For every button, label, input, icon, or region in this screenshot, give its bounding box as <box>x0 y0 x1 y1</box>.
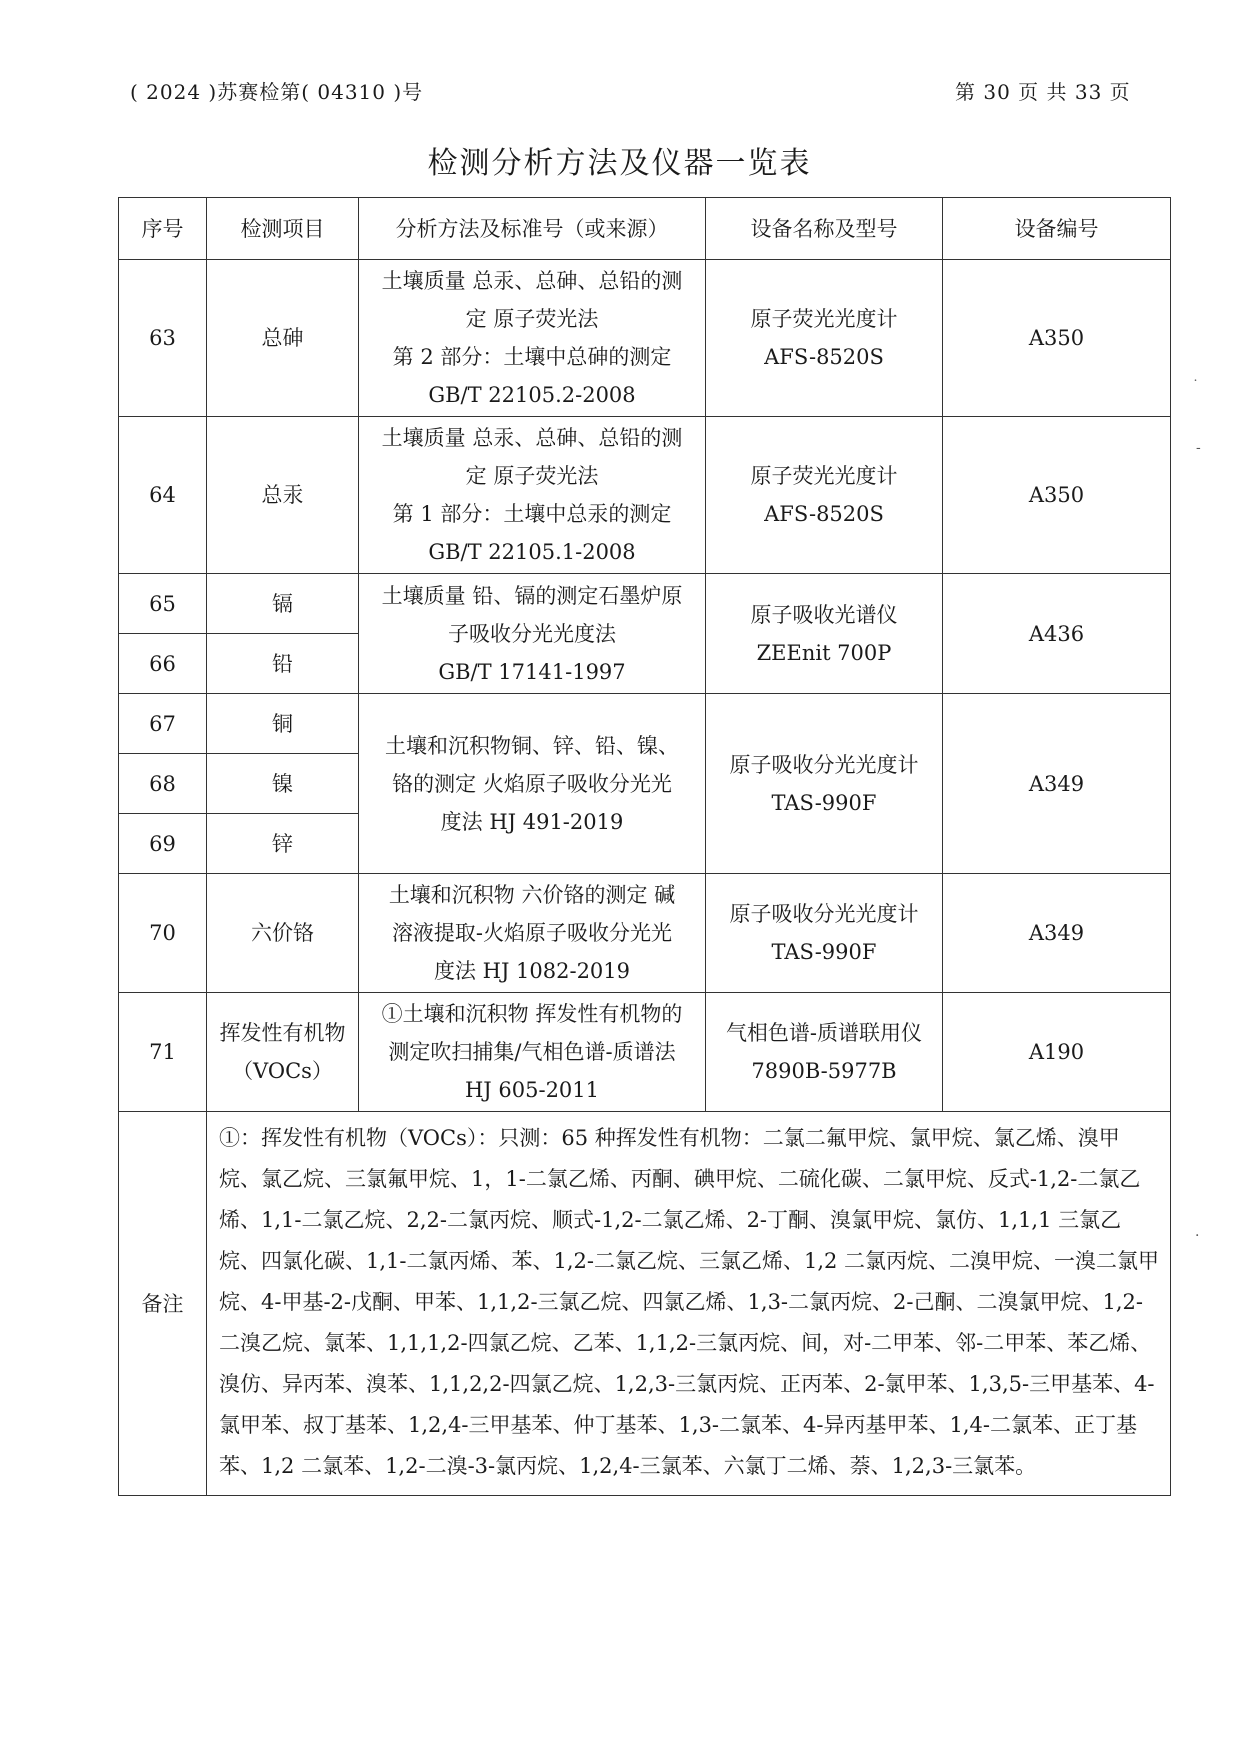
cell-no: 63 <box>119 260 207 417</box>
cell-no: 71 <box>119 993 207 1112</box>
cell-method-line: 第 2 部分：土壤中总砷的测定 <box>392 345 672 369</box>
cell-no: 69 <box>119 814 207 874</box>
cell-equipment-line: TAS-990F <box>771 790 877 815</box>
cell-item-line: 镉 <box>272 591 293 616</box>
scan-mark: ˙ <box>1192 378 1199 394</box>
table-row <box>119 260 1171 417</box>
remark-label: 备注 <box>119 1112 207 1496</box>
table-row <box>119 993 1171 1112</box>
cell-item <box>207 694 359 754</box>
cell-equipment-id: A349 <box>943 874 1171 993</box>
cell-no: 64 <box>119 417 207 574</box>
cell-item <box>207 260 359 417</box>
cell-method-line: 土壤和沉积物铜、锌、铅、镍、 <box>385 733 679 758</box>
cell-equipment <box>706 417 943 574</box>
cell-method-line: 度法 HJ 1082-2019 <box>433 959 631 983</box>
header-cell-no: 序号 <box>119 198 207 260</box>
cell-equipment-line: 7890B-5977B <box>751 1059 897 1083</box>
cell-method-line: 溶液提取-火焰原子吸收分光光 <box>391 921 673 945</box>
table-row <box>119 694 1171 754</box>
table-row <box>119 417 1171 574</box>
document-title: 检测分析方法及仪器一览表 <box>427 146 812 181</box>
cell-equipment-line: 原子吸收光谱仪 <box>750 602 898 627</box>
cell-equipment-line: 原子荧光光度计 <box>750 464 898 488</box>
cell-equipment-line: 气相色谱-质谱联用仪 <box>725 1021 923 1045</box>
cell-method-line: GB/T 17141-1997 <box>438 659 626 684</box>
cell-item-line: 铅 <box>272 651 293 676</box>
cell-method-line: GB/T 22105.2-2008 <box>428 383 636 407</box>
cell-equipment-line: AFS-8520S <box>764 502 884 526</box>
cell-method-line: 定 原子荧光法 <box>465 307 599 331</box>
cell-item-line: 挥发性有机物 <box>219 1021 346 1045</box>
table-row <box>119 574 1171 634</box>
cell-equipment-id: A350 <box>943 417 1171 574</box>
page-info: 第 30 页 共 33 页 <box>955 80 1131 104</box>
cell-equipment <box>706 574 943 694</box>
cell-method-line: GB/T 22105.1-2008 <box>428 540 636 564</box>
scan-mark: - <box>1196 440 1201 456</box>
scan-mark: · <box>1195 1228 1200 1244</box>
cell-no: 66 <box>119 634 207 694</box>
cell-method-line: 铬的测定 火焰原子吸收分光光 <box>392 771 672 796</box>
cell-method-line: HJ 605-2011 <box>464 1078 600 1102</box>
cell-method-line: 子吸收分光光度法 <box>448 621 616 646</box>
header-cell-equipment-id: 设备编号 <box>943 198 1171 260</box>
header-cell-method: 分析方法及标准号（或来源） <box>359 198 706 260</box>
table-header-row <box>119 198 1171 260</box>
cell-method-line: 土壤质量 总汞、总砷、总铅的测 <box>381 426 683 450</box>
cell-method-line: 土壤和沉积物 六价铬的测定 碱 <box>388 883 676 907</box>
cell-equipment <box>706 694 943 874</box>
cell-method <box>359 694 706 874</box>
cell-equipment-id: A350 <box>943 260 1171 417</box>
cell-no: 67 <box>119 694 207 754</box>
cell-method-line: 土壤质量 铅、镉的测定石墨炉原 <box>381 583 683 608</box>
cell-item-line: 锌 <box>272 831 293 856</box>
cell-equipment-line: 原子吸收分光光度计 <box>729 752 919 777</box>
cell-item-line: 总砷 <box>261 326 304 350</box>
cell-item <box>207 574 359 634</box>
cell-method-line: 土壤质量 总汞、总砷、总铅的测 <box>381 269 683 293</box>
cell-no: 70 <box>119 874 207 993</box>
cell-equipment-line: 原子吸收分光光度计 <box>729 902 919 926</box>
remark-row <box>119 1112 1171 1496</box>
cell-item-line: 总汞 <box>261 483 304 507</box>
cell-method <box>359 874 706 993</box>
cell-equipment-line: AFS-8520S <box>764 345 884 369</box>
cell-equipment <box>706 993 943 1112</box>
cell-item-line: 铜 <box>272 711 293 736</box>
cell-equipment-id: A436 <box>943 574 1171 694</box>
cell-item <box>207 993 359 1112</box>
cell-method <box>359 260 706 417</box>
cell-equipment <box>706 260 943 417</box>
cell-item <box>207 417 359 574</box>
cell-item-line: 六价铬 <box>251 921 314 945</box>
cell-method-line: 定 原子荧光法 <box>465 464 599 488</box>
cell-equipment-line: TAS-990F <box>771 940 877 964</box>
methods-instruments-table <box>118 197 1171 1496</box>
header-cell-item: 检测项目 <box>207 198 359 260</box>
cell-item-line: 镍 <box>272 771 293 796</box>
cell-equipment <box>706 874 943 993</box>
cell-equipment-line: 原子荧光光度计 <box>750 307 898 331</box>
cell-method <box>359 993 706 1112</box>
table-row <box>119 874 1171 993</box>
cell-method-line: ①土壤和沉积物 挥发性有机物的 <box>381 1002 683 1026</box>
cell-method-line: 测定吹扫捕集/气相色谱-质谱法 <box>388 1040 676 1064</box>
cell-equipment-line: ZEEnit 700P <box>756 640 892 665</box>
cell-no: 68 <box>119 754 207 814</box>
cell-item-line: （VOCs） <box>232 1059 333 1083</box>
remark-text: ①：挥发性有机物（VOCs）：只测：65 种挥发性有机物：二氯二氟甲烷、氯甲烷、氯乙烯、溴甲烷、氯乙烷、三氯氟甲烷、1，1-二氯乙烯、丙酮、碘甲烷、二硫化碳、二氯甲烷、反式-1,2-二氯乙烯、1,1-二氯乙烷、2,2-二氯丙烷、顺式-1,2-二氯乙烯、2-丁酮、溴氯甲烷、氯仿、1,1,1 三氯乙烷、四氯化碳、1,1-二氯丙烯、苯、1,2-二氯乙烷、三氯乙烯、1,2 二氯丙烷、二溴甲烷、一溴二氯甲烷、4-甲基-2-戊酮、甲苯、1,1,2-三氯乙烷、四氯乙烯、1,3-二氯丙烷、2-己酮、二溴氯甲烷、1,2-二溴乙烷、氯苯、1,1,1,2-四氯乙烷、乙苯、1,1,2-三氯丙烷、间，对-二甲苯、邻-二甲苯、苯乙烯、溴仿、异丙苯、溴苯、1,1,2,2-四氯乙烷、1,2,3-三氯丙烷、正丙苯、2-氯甲苯、1,3,5-三甲基苯、4-氯甲苯、叔丁基苯、1,2,4-三甲基苯、仲丁基苯、1,3-二氯苯、4-异丙基甲苯、1,4-二氯苯、正丁基苯、1,2 二氯苯、1,2-二溴-3-氯丙烷、1,2,4-三氯苯、六氯丁二烯、萘、1,2,3-三氯苯。 <box>207 1112 1171 1496</box>
report-number: ( 2024 )苏赛检第( 04310 )号 <box>130 80 424 104</box>
cell-item <box>207 754 359 814</box>
cell-item <box>207 814 359 874</box>
cell-equipment-id: A349 <box>943 694 1171 874</box>
cell-equipment-id: A190 <box>943 993 1171 1112</box>
cell-method <box>359 417 706 574</box>
header-cell-equipment: 设备名称及型号 <box>706 198 943 260</box>
cell-item <box>207 634 359 694</box>
cell-method-line: 第 1 部分：土壤中总汞的测定 <box>392 502 672 526</box>
cell-no: 65 <box>119 574 207 634</box>
cell-method-line: 度法 HJ 491-2019 <box>440 809 624 834</box>
cell-item <box>207 874 359 993</box>
cell-method <box>359 574 706 694</box>
